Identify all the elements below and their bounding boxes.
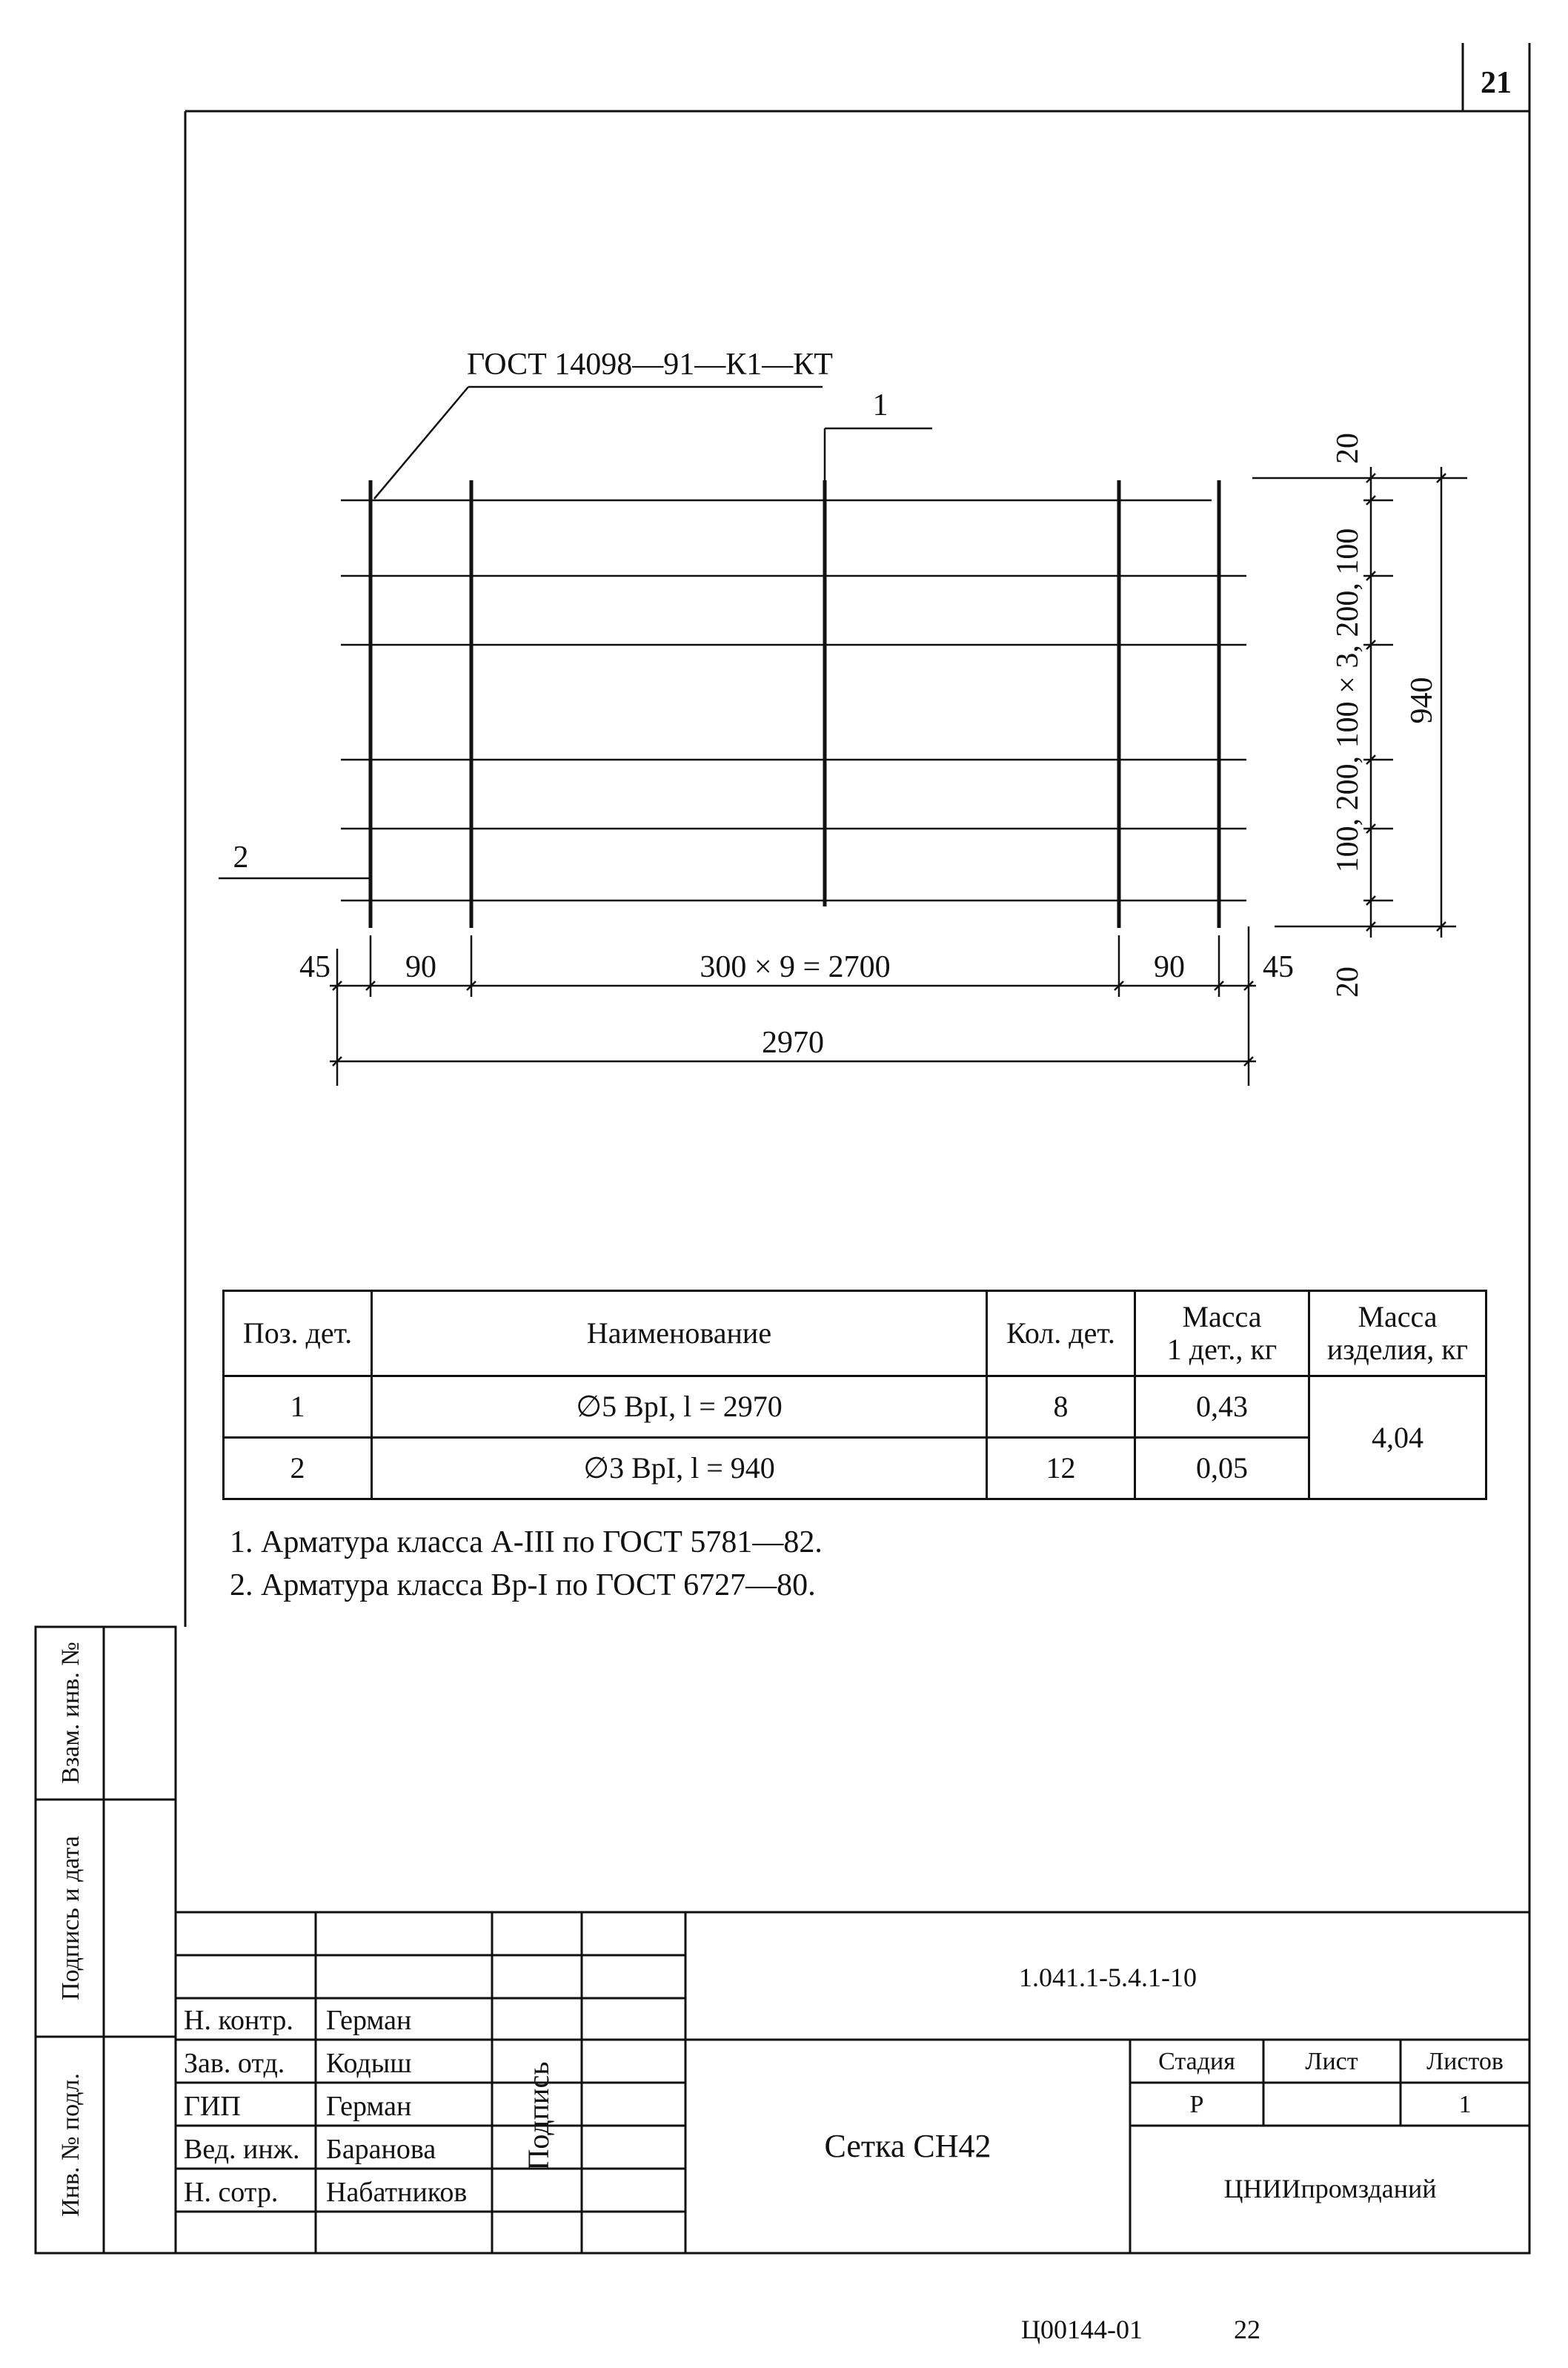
pos1-leader — [825, 428, 932, 498]
name-kodysh: Кодыш — [326, 2048, 412, 2079]
dim-45-right: 45 — [1263, 950, 1294, 984]
specification-table — [222, 1290, 1487, 1500]
side-stamp-vzam: Взам. инв. № — [57, 1642, 84, 1784]
notes — [230, 1521, 823, 1607]
side-stamp-podpis-data: Подпись и дата — [57, 1836, 84, 2000]
row-mass: 0,05 — [1135, 1438, 1309, 1499]
sheet-header: Лист — [1305, 2048, 1358, 2075]
header-name: Наименование — [372, 1291, 987, 1376]
name-german-1: Герман — [326, 2005, 412, 2036]
role-zav-otd: Зав. отд. — [184, 2048, 285, 2079]
dim-20-top: 20 — [1331, 433, 1365, 464]
dim-total-length: 2970 — [762, 1026, 824, 1060]
organization: ЦНИИпромзданий — [1223, 2174, 1437, 2203]
header-mass-total — [1309, 1291, 1486, 1376]
footer-page-number: 22 — [1234, 2315, 1260, 2344]
role-n-kontr: Н. контр. — [184, 2005, 293, 2036]
header-mass-total-line2: изделия, кг — [1326, 1333, 1469, 1367]
position-2-label: 2 — [233, 840, 249, 875]
gost-weld-label: ГОСТ 14098—91—К1—КТ — [467, 348, 833, 382]
total-mass: 4,04 — [1309, 1376, 1486, 1499]
name-german-2: Герман — [326, 2091, 412, 2122]
main-frame — [176, 111, 1529, 2253]
position-1-label: 1 — [872, 388, 888, 422]
role-ved-inzh: Вед. инж. — [184, 2134, 300, 2165]
note-2: 2. Арматура класса Вр-I по ГОСТ 6727—80. — [230, 1568, 816, 1602]
sheet-number-box — [1463, 43, 1529, 111]
dim-total-width: 940 — [1405, 677, 1439, 724]
stage-header: Стадия — [1158, 2048, 1235, 2075]
gost-leader — [374, 387, 823, 499]
role-gip: ГИП — [184, 2091, 241, 2122]
row-pos: 2 — [224, 1438, 372, 1499]
document-code: 1.041.1-5.4.1-10 — [1019, 1963, 1197, 1992]
table-row — [224, 1438, 1486, 1499]
header-mass-one — [1135, 1291, 1309, 1376]
drawing-title: Сетка СН42 — [824, 2128, 991, 2164]
name-nabatnikov: Набатников — [326, 2177, 468, 2208]
note-1: 1. Арматура класса А-III по ГОСТ 5781—82. — [230, 1525, 823, 1559]
header-pos: Поз. дет. — [224, 1291, 372, 1376]
name-baranova: Баранова — [326, 2134, 436, 2165]
dim-middle: 300 × 9 = 2700 — [700, 950, 891, 984]
vertical-bars — [371, 480, 1219, 928]
header-mass-total-line1: Масса — [1358, 1300, 1438, 1334]
dim-90-right: 90 — [1154, 950, 1185, 984]
horizontal-bars — [341, 500, 1246, 901]
row-name: ∅5 ВрI, l = 2970 — [372, 1376, 987, 1438]
sheets-value: 1 — [1458, 2091, 1472, 2118]
sheets-header: Листов — [1426, 2048, 1504, 2075]
header-qty: Кол. дет. — [987, 1291, 1135, 1376]
row-qty: 12 — [987, 1438, 1135, 1499]
dim-45-left: 45 — [299, 950, 330, 984]
table-header-row — [224, 1291, 1486, 1376]
role-n-sotr: Н. сотр. — [184, 2177, 279, 2208]
stage-value: Р — [1189, 2091, 1204, 2118]
row-pos: 1 — [224, 1376, 372, 1438]
dim-20-bottom: 20 — [1331, 966, 1365, 998]
row-name: ∅3 ВрI, l = 940 — [372, 1438, 987, 1499]
sheet-number: 21 — [1481, 66, 1512, 100]
dim-vertical-chain: 100, 200, 100 × 3, 200, 100 — [1331, 528, 1365, 873]
row-mass: 0,43 — [1135, 1376, 1309, 1438]
row-qty: 8 — [987, 1376, 1135, 1438]
side-stamp-inv-podl: Инв. № подл. — [57, 2073, 84, 2217]
archive-code: Ц00144-01 — [1021, 2315, 1143, 2344]
dim-90-left: 90 — [405, 950, 436, 984]
table-row — [224, 1376, 1486, 1438]
header-mass-one-line1: Масса — [1182, 1300, 1262, 1334]
header-mass-one-line2: 1 дет., кг — [1166, 1333, 1278, 1367]
signature-label: Подпись — [522, 2061, 555, 2171]
